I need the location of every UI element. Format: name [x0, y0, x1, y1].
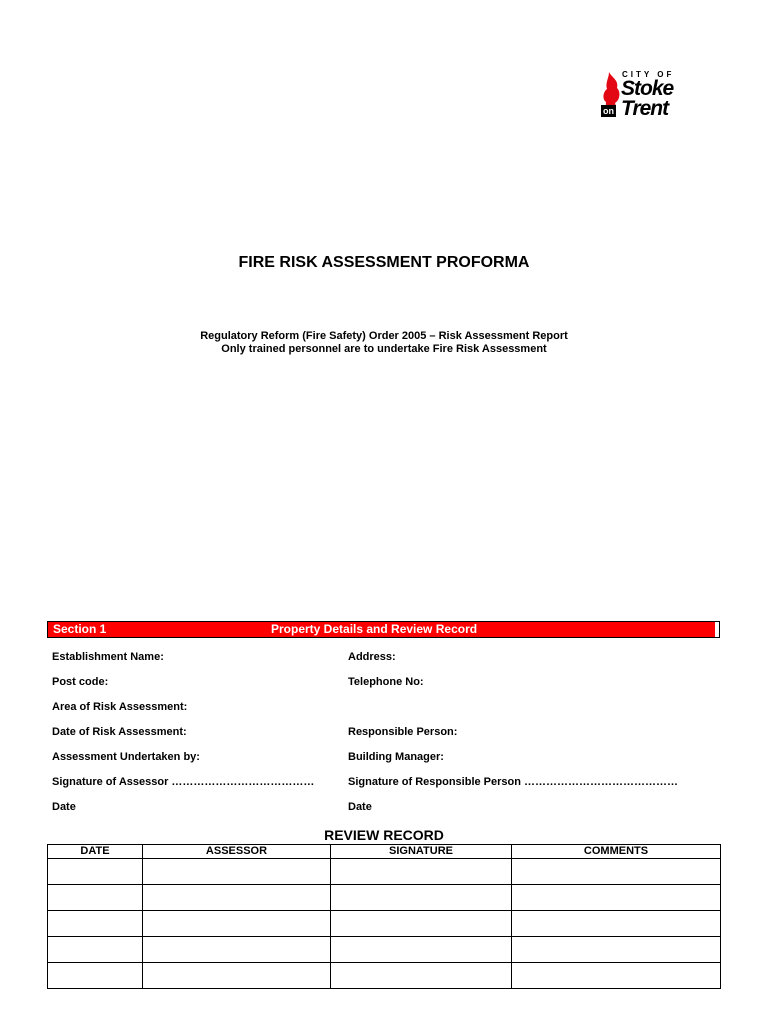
subtitle-regulation: Regulatory Reform (Fire Safety) Order 2005 – Risk Assessment Report [200, 330, 568, 342]
signature-assessor-label: Signature of Assessor ………………………………… [52, 776, 315, 788]
assessor-cell[interactable] [143, 911, 331, 937]
column-header-date: DATE [48, 845, 143, 859]
signature-cell[interactable] [331, 859, 512, 885]
date-cell[interactable] [48, 911, 143, 937]
column-header-signature: SIGNATURE [331, 845, 512, 859]
logo-stoke: Stoke [621, 77, 674, 100]
review-record-title: REVIEW RECORD [324, 827, 444, 843]
subtitle-personnel: Only trained personnel are to undertake Fire Risk Assessment [221, 343, 547, 355]
table-row [48, 911, 721, 937]
date-of-assessment-label: Date of Risk Assessment: [52, 726, 187, 738]
undertaken-by-label: Assessment Undertaken by: [52, 751, 200, 763]
section-bar-end [715, 621, 720, 638]
area-label: Area of Risk Assessment: [52, 701, 188, 713]
comments-cell[interactable] [512, 885, 721, 911]
assessor-cell[interactable] [143, 963, 331, 989]
column-header-assessor: ASSESSOR [143, 845, 331, 859]
signature-cell[interactable] [331, 885, 512, 911]
comments-cell[interactable] [512, 963, 721, 989]
city-logo [598, 70, 688, 122]
table-header-row [48, 845, 721, 859]
logo-trent: Trent [621, 97, 669, 120]
table-row [48, 963, 721, 989]
section-title: Property Details and Review Record [271, 622, 478, 636]
assessor-cell[interactable] [143, 859, 331, 885]
date-cell[interactable] [48, 859, 143, 885]
signature-cell[interactable] [331, 963, 512, 989]
comments-cell[interactable] [512, 937, 721, 963]
address-label: Address: [348, 651, 396, 663]
telephone-label: Telephone No: [348, 676, 424, 688]
date-cell[interactable] [48, 885, 143, 911]
assessor-cell[interactable] [143, 885, 331, 911]
table-row [48, 885, 721, 911]
signature-responsible-label: Signature of Responsible Person …………………………………… [348, 776, 679, 788]
signature-cell[interactable] [331, 911, 512, 937]
date-cell[interactable] [48, 937, 143, 963]
post-code-label: Post code: [52, 676, 109, 688]
date-left-label: Date [52, 801, 76, 813]
comments-cell[interactable] [512, 859, 721, 885]
logo-city-of: CITY OF [622, 70, 675, 79]
section-header-bar [47, 621, 716, 638]
comments-cell[interactable] [512, 911, 721, 937]
building-manager-label: Building Manager: [348, 751, 444, 763]
signature-cell[interactable] [331, 937, 512, 963]
page-title: FIRE RISK ASSESSMENT PROFORMA [238, 254, 530, 271]
logo-on: on [603, 106, 614, 116]
table-row [48, 859, 721, 885]
responsible-person-label: Responsible Person: [348, 726, 458, 738]
table-row [48, 937, 721, 963]
date-right-label: Date [348, 801, 372, 813]
review-record-table [47, 844, 721, 989]
column-header-comments: COMMENTS [512, 845, 721, 859]
establishment-name-label: Establishment Name: [52, 651, 164, 663]
section-number: Section 1 [53, 622, 107, 636]
assessor-cell[interactable] [143, 937, 331, 963]
date-cell[interactable] [48, 963, 143, 989]
